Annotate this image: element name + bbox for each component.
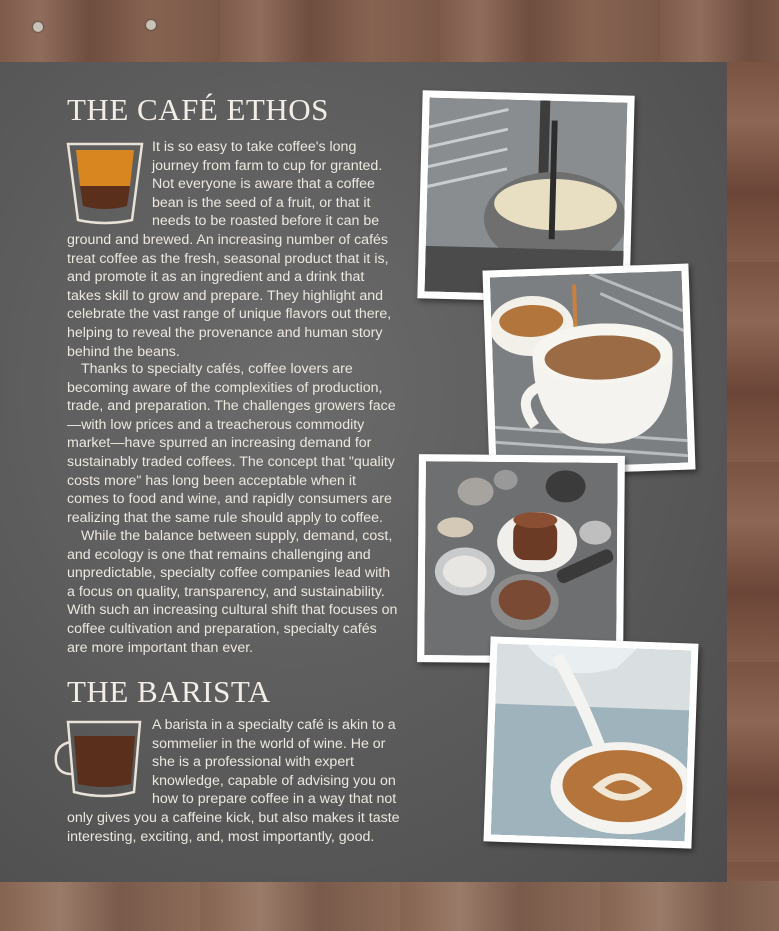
coffee-cup-icon <box>52 716 148 804</box>
ethos-paragraph-2: Thanks to specialty cafés, coffee lovers are becoming aware of the complexities of production, trade, and preparation. The challenges growers face—with low prices and a treacherous commodity market—have spurred an increasing demand for sustainably traded coffees. The concept that "quality costs more" has long been acceptable when it comes to food and wine, and rapidly consumers are realizing that the same rule should apply to coffee. <box>67 361 396 526</box>
glass-spacer <box>67 138 152 230</box>
frame-right <box>727 62 779 882</box>
nail-icon <box>146 20 156 30</box>
espresso-pour-photo <box>482 263 695 476</box>
ethos-paragraph-3: While the balance between supply, demand, cost, and ecology is one that remains challenging and unpredictable, specialty coffee companies lead with a focus on quality, transparency, and sustainability. With such an increasing cultural shift that focuses on coffee cultivation and preparation, specialty cafés are more important than ever. <box>67 528 398 656</box>
portafilter-tools-photo <box>417 454 625 664</box>
section-title-ethos: THE CAFÉ ETHOS <box>67 92 329 127</box>
frame-bottom <box>0 881 779 931</box>
nail-icon <box>33 22 43 32</box>
section-title-barista: THE BARISTA <box>67 674 271 709</box>
ethos-intro-block <box>67 138 399 361</box>
ethos-intro-paragraph: It is so easy to take coffee's long journey from farm to cup for granted. Not everyone is aware that a coffee bean is the seed of a fruit, or that it needs to be roasted before it can be ground and brewed. An increasing number of cafés treat coffee as the fresh, seasonal product that it is, and promote it as an ingredient and a drink that takes skill to grow and prepare. They highlight and celebrate the vast range of unique flavors out there, helping to reveal the provenance and human story behind the beans. <box>67 139 392 360</box>
latte-art-photo <box>483 636 698 848</box>
frame-top <box>0 0 779 62</box>
barista-intro-paragraph: A barista in a specialty café is akin to a sommelier in the world of wine. He or she is a professional with expert knowledge, capable of advising you on how to prepare coffee in a way that not only gives you a caffeine kick, but also makes it taste interesting, exciting, and, most importantly, good. <box>67 717 400 845</box>
